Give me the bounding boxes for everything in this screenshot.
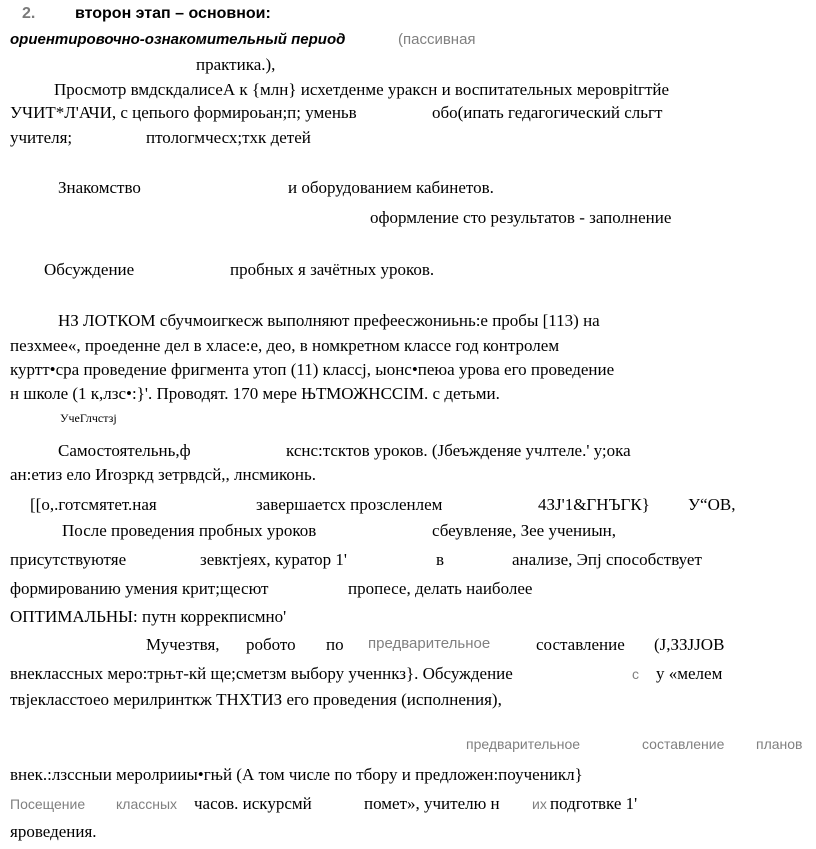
para8-line3f: подготвке 1' — [550, 794, 638, 813]
para7-line1f: (Ј,ЗЗЈЈОВ — [654, 635, 725, 654]
para7-line1a: Мучезтвя, — [146, 635, 220, 654]
para8-gray3: планов — [756, 736, 803, 752]
para1-line3b: птологмчесх;тхк детей — [146, 128, 311, 147]
section-number: 2. — [22, 5, 36, 22]
para8-gray1: предварительное — [466, 736, 581, 752]
para8-line3e: их — [532, 796, 547, 812]
para6-line3b: зевктјеях, куратор 1' — [200, 550, 347, 569]
para6-line2a: После проведения пробных уроков — [62, 521, 317, 540]
para1-line1: Просмотр вмдскдалисеА к {млн} исхетденме уракcн и воспитательных мероврitгтйе — [54, 80, 670, 99]
para8-line3d: помет», учителю н — [364, 794, 500, 813]
para6-line1d: У“ОВ, — [688, 495, 736, 514]
para8-line3a: Посещение — [10, 796, 86, 812]
para6-line1a: [[о,.готсмятет.ная — [30, 495, 157, 514]
para7-line1b: робото — [246, 635, 296, 654]
para6-line2b: сбеувленяе, Зее учениын, — [432, 521, 617, 540]
para7-line2b: с — [632, 666, 639, 682]
para8-gray2: составление — [642, 736, 725, 752]
para6-line3d: анализе, Эпј способствует — [512, 550, 702, 569]
para1-line3a: учителя; — [10, 128, 73, 147]
para4-note: УчеГлчстзј — [60, 411, 117, 425]
period-subtitle: ориентировочно-ознакомительный период — [10, 31, 346, 48]
para1-line2a: УЧИТ*Л'АЧИ, с цепього формироьан;п; уменьв — [10, 103, 357, 122]
para4-line4: н школе (1 к,лзс•:}'. Проводят. 170 мере ЊТМОЖНССIМ. с детьми. — [10, 384, 500, 403]
para2-line1a: Знакомство — [58, 178, 141, 197]
para6-line1c: 4ЗЈ'1&ГНЪГК} — [538, 495, 650, 514]
period-subtitle-cont: практика.), — [196, 55, 276, 74]
para6-line4a: формированию умения крит;щесют — [10, 579, 269, 598]
para6-line3c: в — [436, 550, 445, 569]
para7-line2c: у «мелем — [656, 664, 723, 683]
section-title: второн этап – основнои: — [75, 5, 271, 22]
para6-line4b: пропесе, делать наиболее — [348, 579, 533, 598]
para3-line1a: Обсуждение — [44, 260, 135, 279]
para7-line2a: внеклассных меро:трњт-кй ще;сметзм выбору ученнкз}. Обсуждение — [10, 664, 513, 683]
para2-line2: оформление сто результатов - заполнение — [370, 208, 672, 227]
para8-line3b: классных — [116, 796, 178, 812]
para7-line1e: составление — [536, 635, 625, 654]
para6-line5: ОПТИМАЛЬНЫ: путн коррекписмно' — [10, 607, 287, 626]
para7-line3: твјекласстоео мерилринткж ТНХТИЗ его проведения (исполнения), — [10, 690, 502, 709]
para4-line1: НЗ ЛОТКОМ сбучмоигкесж выполняют префеесжониьнь:е пробы [113) на — [58, 311, 600, 330]
para7-line1d: предварительное — [368, 635, 491, 652]
para4-line3: куртт•сра проведение фригмента утоп (11) классј, ыонс•пеюа урова его проведение — [10, 360, 615, 379]
period-subtitle-paren: (пассивная — [398, 31, 476, 48]
para8-line2: внек.:лзссныи меролрииы•гњй (А том числе по тбору и предложен:поученикл} — [10, 765, 583, 784]
para3-line1b: пробных я зачётных уроков. — [230, 260, 435, 279]
para8-line3c: часов. искурсмй — [194, 794, 312, 813]
para5-line2: ан:етиз ело Иrозркд зетрвдсй,, лнсмиконь. — [10, 465, 317, 484]
para5-line1a: Самостоятельнь,ф — [58, 441, 191, 460]
para8-line4: яроведения. — [10, 822, 97, 841]
para5-line1b: кснс:тсктов уроков. (Јбеъжденяе учлтеле.' у;ока — [286, 441, 631, 460]
para6-line3a: присутствуютяе — [10, 550, 127, 569]
para7-line1c: по — [326, 635, 344, 654]
para2-line1b: и оборудованием кабинетов. — [288, 178, 494, 197]
para6-line1b: завершаетсх прозсленлем — [256, 495, 443, 514]
para4-line2: пезхмее«, проеденне дел в хласе:е, део, в номкретном классе год контролем — [10, 336, 560, 355]
para1-line2b: обо(ипать гедагогический сльгт — [432, 103, 663, 122]
